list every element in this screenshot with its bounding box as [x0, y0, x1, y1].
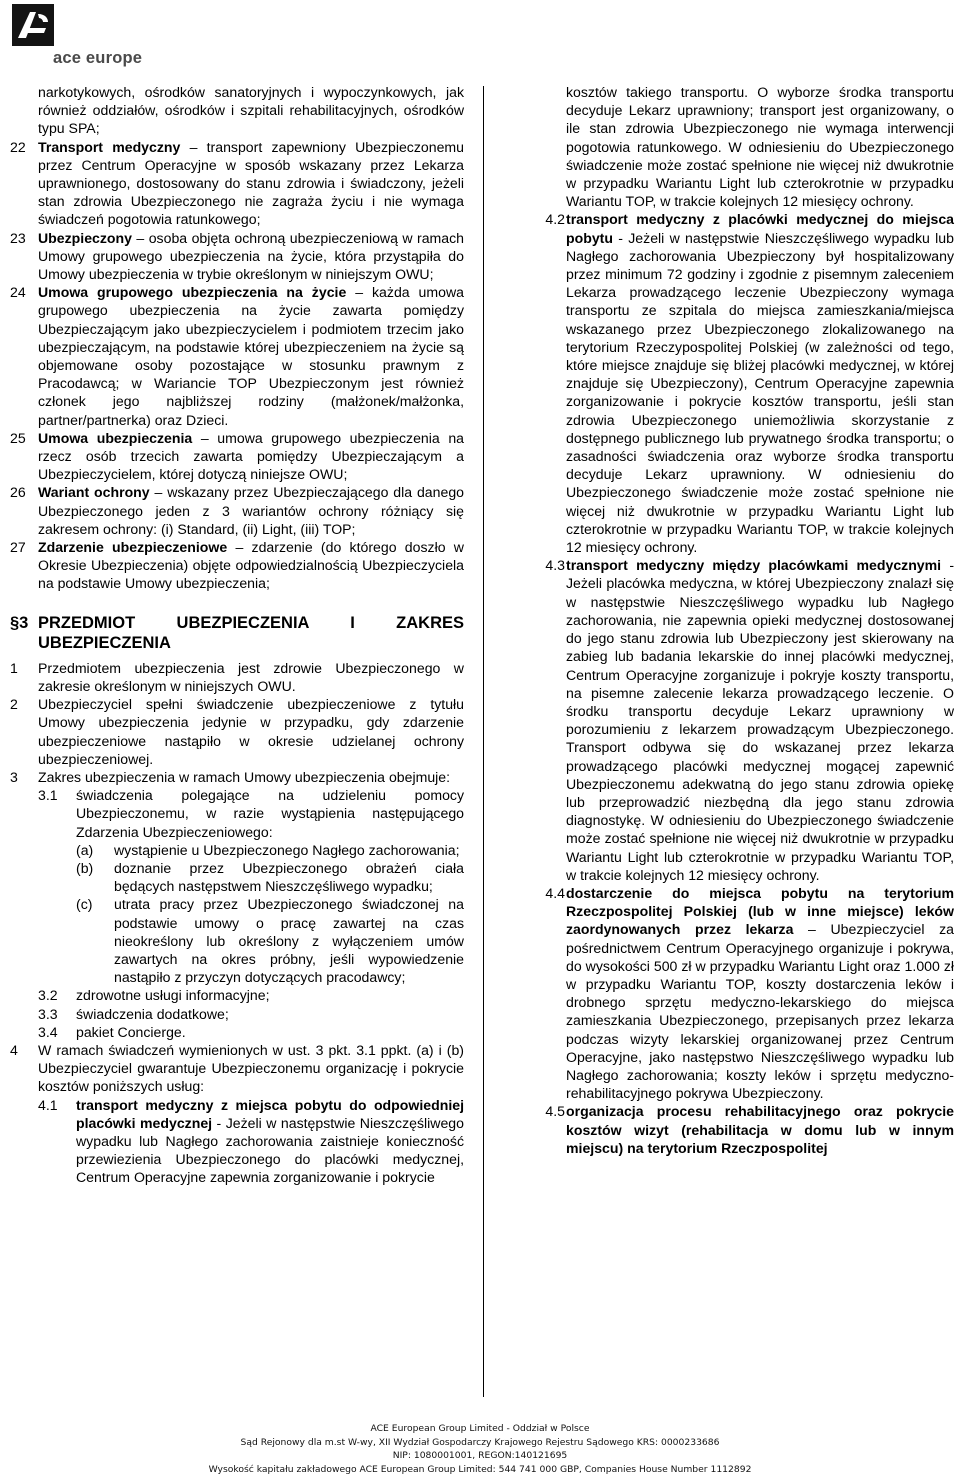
definition-number: 23	[10, 229, 26, 246]
paragraph-4-1-continuation: kosztów takiego transportu. O wyborze środka transportu decyduje Lekarz uprawniony; transport jest organizowany, o ile stan zdrowia Ubezpieczonego nie wymaga interwencji pogotowia ratunkowego. W odniesieniu do Ubezpieczonego świadczenie może zostać spełnione nie więcej niż dwukrotnie w przypadku Wariantu Light lub czterokrotnie w przypadku Wariantu TOP, w trakcie kolejnych 12 miesięcy ochrony.	[566, 84, 954, 210]
definition-number: 22	[10, 138, 26, 155]
paragraph-4-5	[522, 1102, 954, 1157]
definition-term: Umowa grupowego ubezpieczenia na życie	[38, 284, 347, 301]
section-heading	[10, 613, 464, 653]
definition-24	[10, 283, 464, 429]
item-letter: (a)	[76, 841, 94, 858]
paragraph-3-3	[10, 1005, 464, 1023]
paragraph-number: 4.5	[545, 1103, 565, 1120]
ace-logo-mark	[12, 4, 54, 46]
footer-share-capital: Wysokość kapitału zakładowego ACE European Group Limited: 544 741 000 GBP, Companies House Number 1112892	[208, 1463, 752, 1475]
footer-court-registry: Sąd Rejonowy dla m.st W-wy, XII Wydział Gospodarczy Krajowego Rejestru Sądowego KRS: 0000233686	[240, 1436, 720, 1448]
item-text: utrata pracy przez Ubezpieczonego świadczonej na podstawie umowy o pracę zawartej na czas nieokreślony lub określony z wyłączeniem umów zawartych na okres próbny, jeśli wypowiedzenie nastąpiło z przyczyn dotyczących pracodawcy;	[114, 896, 464, 986]
paragraph-number: 4.3	[545, 557, 565, 574]
paragraph-text: pakiet Concierge.	[76, 1023, 186, 1040]
paragraph-number: 2	[10, 696, 18, 713]
definition-body: – wskazany przez Ubezpieczającego dla danego Ubezpieczonego jeden z 3 wariantów ochrony różniący się zakresem ochrony: (i) Standard, (ii) Light, (iii) TOP;	[38, 484, 465, 537]
paragraph-3-4	[10, 1023, 464, 1041]
paragraph-text: świadczenia dodatkowe;	[76, 1005, 229, 1022]
item-text: wystąpienie u Ubezpieczonego Nagłego zachorowania;	[114, 841, 460, 858]
item-text: doznanie przez Ubezpieczonego obrażeń ciała będących następstwem Nieszczęśliwego wypadku;	[114, 859, 464, 895]
paragraph-body: – Ubezpieczyciel za pośrednictwem Centrum Operacyjnego organizuje i pokrywa, do wysokości 500 zł w przypadku Wariantu Light oraz 1.000 zł w przypadku Wariantu TOP, koszty dostarczenia leków i drobnego sprzętu medyczno-lekarskiego do miejsca zamieszkania Ubezpieczonego, przepisanych przez lekarza podczas wizyty lekarskiej organizowanej przez Centrum Operacyjne, jako następstwo Nieszczęśliwego wypadku lub Nagłego zachorowania; koszty leków i sprzętu medyczno-rehabilitacyjnego pokrywa Ubezpieczony.	[566, 921, 955, 1102]
definition-23	[10, 229, 464, 284]
definition-term: Zdarzenie ubezpieczeniowe	[38, 539, 228, 556]
definition-22	[10, 138, 464, 229]
paragraph-text: zdrowotne usługi informacyjne;	[76, 987, 270, 1004]
paragraph-term: dostarczenie do miejsca pobytu na terytorium Rzeczpospolitej Polskiej (lub w inne miejsce) leków zaordynowanych przez lekarza	[566, 884, 954, 938]
column-divider	[483, 86, 484, 1397]
definition-term: Ubezpieczony	[38, 229, 132, 246]
definition-body: – osoba objęta ochroną ubezpieczeniową w ramach Umowy grupowego ubezpieczenia na życie, która przystąpiła do Umowy ubezpieczenia w trybie określonym w niniejszym OWU;	[38, 229, 464, 283]
paragraph-number: 1	[10, 659, 18, 676]
paragraph-4	[10, 1041, 464, 1096]
paragraph-text: Przedmiotem ubezpieczenia jest zdrowie Ubezpieczonego w zakresie określonym w niniejszych OWU.	[38, 659, 464, 694]
item-letter: (b)	[76, 859, 94, 876]
paragraph-text: Ubezpieczyciel spełni świadczenie ubezpieczeniowe z tytułu Umowy ubezpieczenia jedynie w przypadku, gdy zdarzenie ubezpieczeniowe nastąpiło w okresie udzielanej ochrony ubezpieczeniowej.	[38, 696, 464, 767]
paragraph-term: organizacja procesu rehabilitacyjnego oraz pokrycie kosztów wizyt (rehabilitacja w domu lub w innym miejscu) na terytorium Rzeczpospolitej	[566, 1103, 954, 1156]
paragraph-text: Zakres ubezpieczenia w ramach Umowy ubezpieczenia obejmuje:	[38, 768, 451, 785]
definition-26	[10, 483, 464, 538]
definition-body: – umowa grupowego ubezpieczenia na rzecz osób trzecich zawarta pomiędzy Ubezpieczającym a Ubezpieczycielem, której dotyczą niniejsze OWU;	[38, 429, 464, 483]
paragraph-term: transport medyczny z miejsca pobytu do odpowiedniej placówki medycznej	[76, 1096, 464, 1131]
paragraph-body: - Jeżeli w następstwie Nieszczęśliwego wypadku lub Nagłego zachorowania zaistnieje konieczność przewiezienia Ubezpieczonego do placówki medycznej, Centrum Operacyjne zapewnia zorganizowanie i pokrycie	[76, 1114, 464, 1186]
paragraph-number: 3.2	[38, 987, 58, 1004]
paragraph-term: transport medyczny z placówki medycznej do miejsca pobytu	[566, 211, 954, 246]
definition-body: – zdarzenie (do którego doszło w Okresie Ubezpieczenia) objęte odpowiedzialnością Ubezpieczyciela na podstawie Umowy ubezpieczenia;	[38, 539, 464, 592]
paragraph-3	[10, 768, 464, 786]
definition-term: Umowa ubezpieczenia	[38, 429, 193, 446]
paragraph-4-2	[522, 210, 954, 556]
definition-term: Wariant ochrony	[38, 484, 150, 501]
right-column	[522, 83, 954, 1157]
paragraph-4-3	[522, 556, 954, 884]
left-column	[10, 83, 464, 1187]
paragraph-body: - Jeżeli w następstwie Nieszczęśliwego wypadku lub Nagłego zachorowania Ubezpieczony był hospitalizowany przez minimum 72 godziny i zgodnie z pisemnym zaleceniem Lekarza prowadzącego leczenie Ubezpieczony wymaga transportu ze szpitala do miejsca zamieszkania/miejsca wskazanego przez Ubezpieczonego zlokalizowanego na terytorium Rzeczypospolitej Polskiej (w zależności od tego, które miejsce znajduje się bliżej placówki medycznej, w której znajduje się Ubezpieczony), Centrum Operacyjne zapewnia zorganizowanie i pokrycie kosztów transportu, jeśli stan zdrowia Ubezpieczonego uniemożliwia skorzystanie z dostępnego publicznego lub prywatnego środka transportu; o zasadności świadczenia oraz wyborze środka transportu decyduje Lekarz uprawniony. W odniesieniu do Ubezpieczonego świadczenie może zostać spełnione nie więcej niż dwukrotnie w przypadku Wariantu Light lub czterokrotnie w przypadku Wariantu TOP, w trakcie kolejnych 12 miesięcy ochrony.	[566, 229, 954, 556]
paragraph-term: transport medyczny między placówkami medycznymi	[566, 557, 942, 574]
paragraph-body: - Jeżeli placówka medyczna, w której Ubezpieczony znalazł się w następstwie Nieszczęśliwego wypadku lub Nagłego zachorowania, nie zapewnia opieki medycznej dostosowanej do jego stanu zdrowia lub Ubezpieczony jest skierowany na zabieg lub badania lekarskie do innej placówki medycznej, Centrum Operacyjne zorganizuje i pokryje koszty transportu, na pisemne zalecenie lekarza prowadzącego leczenie. O środku transportu decyduje Lekarz uprawniony w porozumieniu z lekarzem prowadzącym Ubezpieczonego. Transport odbywa się do wskazanej przez lekarza prowadzącego placówki medycznej mogącej zapewnić Ubezpieczonemu adekwatną do jego stanu zdrowia opiekę lub przeprowadzić niezbędną dla jego stanu zdrowia diagnostykę. W odniesieniu do Ubezpieczonego świadczenie może zostać spełnione nie więcej niż dwukrotnie w przypadku Wariantu Light lub czterokrotnie w przypadku Wariantu TOP, w trakcie kolejnych 12 miesięcy ochrony.	[566, 557, 955, 883]
definition-27	[10, 538, 464, 593]
section-title: PRZEDMIOT UBEZPIECZENIA I ZAKRES UBEZPIECZENIA	[38, 613, 464, 652]
definition-number: 27	[10, 539, 26, 556]
definition-25	[10, 429, 464, 484]
paragraph-4-1	[10, 1096, 464, 1187]
definition-number: 26	[10, 484, 26, 501]
paragraph-number: 4.2	[545, 211, 565, 228]
definition-number: 25	[10, 429, 26, 446]
paragraph-3-1	[10, 786, 464, 841]
paragraph-number: 4.4	[545, 884, 565, 901]
item-a	[10, 841, 464, 859]
paragraph-text: świadczenia polegające na udzieleniu pomocy Ubezpieczonemu, w razie wystąpienia następującego Zdarzenia Ubezpieczeniowego:	[76, 787, 464, 840]
paragraph-4-4	[522, 884, 954, 1102]
paragraph-number: 3.3	[38, 1005, 58, 1022]
definition-term: Transport medyczny	[38, 138, 181, 155]
definition-21-continuation: narkotykowych, ośrodków sanatoryjnych i wypoczynkowych, jak również oddziałów, ośrodków i szpitali rehabilitacyjnych, ośrodków typu SPA;	[38, 84, 464, 137]
paragraph-2	[10, 695, 464, 768]
footer	[0, 1422, 960, 1476]
paragraph-text: W ramach świadczeń wymienionych w ust. 3 pkt. 3.1 ppkt. (a) i (b) Ubezpieczyciel gwarantuje Ubezpieczonemu organizację i pokrycie kosztów poniższych usług:	[38, 1041, 464, 1095]
footer-company: ACE European Group Limited - Oddział w Polsce	[370, 1423, 590, 1434]
paragraph-1	[10, 659, 464, 695]
definition-body: – każda umowa grupowego ubezpieczenia na życie zawarta pomiędzy Ubezpieczającym jako ubezpieczycielem i podmiotem trzecim jako ubezpieczającym, na podstawie której ubezpieczeniem na życie są objemowane osoby pozostające w stosunku prawnym z Pracodawcą; w Wariancie TOP Ubezpieczonym jest również członek jego najbliższej rodziny (małżonek/małżonka, partner/partnerka) oraz Dzieci.	[38, 284, 464, 428]
paragraph-number: 3.4	[38, 1023, 58, 1040]
paragraph-number: 3.1	[38, 787, 58, 804]
item-c	[10, 895, 464, 986]
item-b	[10, 859, 464, 895]
definition-body: – transport zapewniony Ubezpieczonemu przez Centrum Operacyjne w sposób wskazany przez Lekarza uprawnionego, dostosowany do stanu zdrowia i świadczony, jeżeli stan zdrowia Ubezpieczonego nie zagraża życiu i nie wymaga świadczeń pogotowia ratunkowego;	[38, 138, 464, 228]
paragraph-3-2	[10, 986, 464, 1004]
paragraph-number: 3	[10, 768, 18, 785]
section-sign: §3	[10, 613, 29, 632]
paragraph-number: 4.1	[38, 1096, 58, 1113]
item-letter: (c)	[76, 896, 93, 913]
paragraph-number: 4	[10, 1041, 18, 1058]
definition-number: 24	[10, 284, 26, 301]
footer-tax-ids: NIP: 1080001001, REGON:140121695	[392, 1450, 568, 1462]
brand-name: ace europe	[53, 49, 143, 67]
